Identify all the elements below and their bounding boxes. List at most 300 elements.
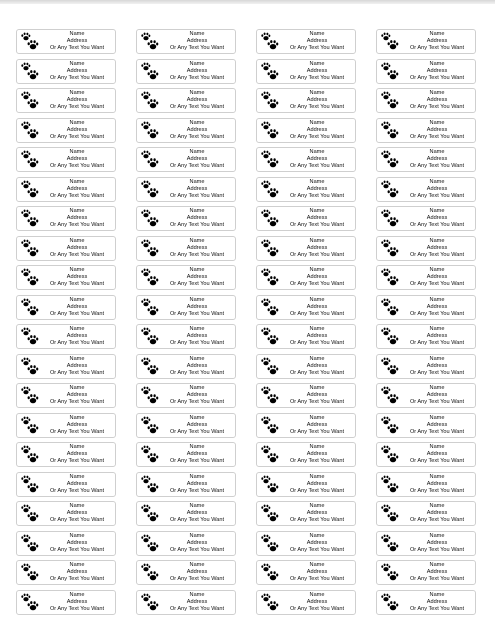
label-address-line: Address xyxy=(186,333,208,339)
label-custom-text-line: Or Any Text You Want xyxy=(169,222,225,228)
label-name-line: Name xyxy=(429,474,445,480)
label-text xyxy=(281,444,353,465)
label-address-line: Address xyxy=(426,451,448,457)
address-label xyxy=(136,295,236,320)
label-custom-text-line: Or Any Text You Want xyxy=(289,252,345,258)
paw-prints-icon xyxy=(140,504,160,524)
paw-prints-icon xyxy=(140,209,160,229)
label-custom-text-line: Or Any Text You Want xyxy=(49,458,105,464)
label-custom-text-line: Or Any Text You Want xyxy=(169,458,225,464)
label-custom-text-line: Or Any Text You Want xyxy=(169,488,225,494)
label-name-line: Name xyxy=(429,90,445,96)
label-text xyxy=(41,562,113,583)
label-text xyxy=(41,208,113,229)
address-label xyxy=(16,501,116,526)
label-name-line: Name xyxy=(309,444,325,450)
paw-prints-icon xyxy=(20,593,40,613)
address-label xyxy=(136,118,236,143)
paw-prints-icon xyxy=(380,91,400,111)
address-label xyxy=(376,147,476,172)
label-name-line: Name xyxy=(309,267,325,273)
label-address-line: Address xyxy=(306,186,328,192)
label-text xyxy=(401,208,473,229)
label-text xyxy=(401,179,473,200)
label-name-line: Name xyxy=(189,356,205,362)
label-name-line: Name xyxy=(309,179,325,185)
label-custom-text-line: Or Any Text You Want xyxy=(169,340,225,346)
paw-prints-icon xyxy=(20,298,40,318)
label-text xyxy=(41,179,113,200)
paw-prints-icon xyxy=(260,416,280,436)
label-text xyxy=(161,208,233,229)
label-text xyxy=(41,149,113,170)
label-address-line: Address xyxy=(426,540,448,546)
paw-prints-icon xyxy=(260,386,280,406)
label-name-line: Name xyxy=(189,238,205,244)
address-label xyxy=(16,413,116,438)
address-label xyxy=(256,206,356,231)
paw-prints-icon xyxy=(260,32,280,52)
label-custom-text-line: Or Any Text You Want xyxy=(49,547,105,553)
label-custom-text-line: Or Any Text You Want xyxy=(289,429,345,435)
label-address-line: Address xyxy=(66,68,88,74)
label-text xyxy=(41,592,113,613)
label-name-line: Name xyxy=(189,592,205,598)
label-text xyxy=(401,149,473,170)
address-label xyxy=(16,442,116,467)
label-address-line: Address xyxy=(186,38,208,44)
label-address-line: Address xyxy=(426,156,448,162)
label-address-line: Address xyxy=(66,333,88,339)
paw-prints-icon xyxy=(380,121,400,141)
label-text xyxy=(161,238,233,259)
label-text xyxy=(161,31,233,52)
address-label xyxy=(376,236,476,261)
label-custom-text-line: Or Any Text You Want xyxy=(169,547,225,553)
address-label xyxy=(16,118,116,143)
label-text xyxy=(401,533,473,554)
label-custom-text-line: Or Any Text You Want xyxy=(289,193,345,199)
label-custom-text-line: Or Any Text You Want xyxy=(409,340,465,346)
paw-prints-icon xyxy=(20,327,40,347)
label-name-line: Name xyxy=(69,562,85,568)
label-address-line: Address xyxy=(426,510,448,516)
paw-prints-icon xyxy=(380,180,400,200)
label-text xyxy=(41,326,113,347)
label-text xyxy=(161,267,233,288)
paw-prints-icon xyxy=(20,563,40,583)
label-name-line: Name xyxy=(69,415,85,421)
label-custom-text-line: Or Any Text You Want xyxy=(409,547,465,553)
label-name-line: Name xyxy=(189,444,205,450)
address-label xyxy=(136,413,236,438)
label-name-line: Name xyxy=(189,415,205,421)
label-name-line: Name xyxy=(69,326,85,332)
paw-prints-icon xyxy=(380,504,400,524)
label-name-line: Name xyxy=(309,326,325,332)
label-text xyxy=(281,179,353,200)
label-address-line: Address xyxy=(306,363,328,369)
paw-prints-icon xyxy=(20,268,40,288)
label-custom-text-line: Or Any Text You Want xyxy=(409,458,465,464)
address-label xyxy=(376,560,476,585)
address-label xyxy=(256,118,356,143)
label-name-line: Name xyxy=(309,592,325,598)
address-label xyxy=(136,29,236,54)
paw-prints-icon xyxy=(140,475,160,495)
label-name-line: Name xyxy=(189,533,205,539)
label-text xyxy=(281,326,353,347)
label-name-line: Name xyxy=(189,326,205,332)
label-custom-text-line: Or Any Text You Want xyxy=(49,134,105,140)
label-text xyxy=(281,415,353,436)
label-address-line: Address xyxy=(186,274,208,280)
label-address-line: Address xyxy=(306,451,328,457)
paw-prints-icon xyxy=(260,239,280,259)
label-name-line: Name xyxy=(309,385,325,391)
label-address-line: Address xyxy=(306,599,328,605)
label-text xyxy=(41,503,113,524)
label-name-line: Name xyxy=(429,179,445,185)
label-name-line: Name xyxy=(189,385,205,391)
label-custom-text-line: Or Any Text You Want xyxy=(289,606,345,612)
paw-prints-icon xyxy=(20,209,40,229)
label-address-line: Address xyxy=(426,599,448,605)
label-name-line: Name xyxy=(429,385,445,391)
label-custom-text-line: Or Any Text You Want xyxy=(289,399,345,405)
label-address-line: Address xyxy=(186,97,208,103)
paw-prints-icon xyxy=(140,268,160,288)
paw-prints-icon xyxy=(20,180,40,200)
label-name-line: Name xyxy=(189,474,205,480)
label-name-line: Name xyxy=(69,149,85,155)
label-name-line: Name xyxy=(69,356,85,362)
paw-prints-icon xyxy=(20,121,40,141)
label-name-line: Name xyxy=(309,533,325,539)
label-custom-text-line: Or Any Text You Want xyxy=(169,429,225,435)
label-address-line: Address xyxy=(426,363,448,369)
label-text xyxy=(401,444,473,465)
label-address-line: Address xyxy=(66,38,88,44)
label-name-line: Name xyxy=(189,562,205,568)
label-name-line: Name xyxy=(69,120,85,126)
label-name-line: Name xyxy=(429,61,445,67)
label-custom-text-line: Or Any Text You Want xyxy=(289,45,345,51)
label-custom-text-line: Or Any Text You Want xyxy=(169,399,225,405)
label-text xyxy=(41,297,113,318)
label-text xyxy=(281,149,353,170)
label-custom-text-line: Or Any Text You Want xyxy=(409,370,465,376)
label-name-line: Name xyxy=(309,90,325,96)
label-address-line: Address xyxy=(66,599,88,605)
label-address-line: Address xyxy=(306,274,328,280)
paw-prints-icon xyxy=(20,91,40,111)
sheet-top-edge xyxy=(0,0,495,4)
label-address-line: Address xyxy=(426,274,448,280)
paw-prints-icon xyxy=(380,150,400,170)
label-name-line: Name xyxy=(309,120,325,126)
label-custom-text-line: Or Any Text You Want xyxy=(289,547,345,553)
label-address-line: Address xyxy=(426,68,448,74)
address-label xyxy=(136,442,236,467)
address-label xyxy=(376,590,476,615)
address-label xyxy=(256,236,356,261)
label-custom-text-line: Or Any Text You Want xyxy=(49,45,105,51)
label-address-line: Address xyxy=(306,333,328,339)
label-text xyxy=(281,385,353,406)
address-label xyxy=(256,472,356,497)
paw-prints-icon xyxy=(260,327,280,347)
label-text xyxy=(401,415,473,436)
paw-prints-icon xyxy=(20,504,40,524)
label-custom-text-line: Or Any Text You Want xyxy=(49,252,105,258)
label-address-line: Address xyxy=(426,392,448,398)
address-label xyxy=(136,236,236,261)
label-text xyxy=(41,474,113,495)
label-address-line: Address xyxy=(306,127,328,133)
label-address-line: Address xyxy=(66,481,88,487)
label-address-line: Address xyxy=(306,510,328,516)
label-address-line: Address xyxy=(66,215,88,221)
label-name-line: Name xyxy=(189,149,205,155)
paw-prints-icon xyxy=(380,357,400,377)
label-name-line: Name xyxy=(69,238,85,244)
label-address-line: Address xyxy=(306,422,328,428)
paw-prints-icon xyxy=(380,327,400,347)
label-address-line: Address xyxy=(306,215,328,221)
label-custom-text-line: Or Any Text You Want xyxy=(169,75,225,81)
paw-prints-icon xyxy=(20,475,40,495)
label-address-line: Address xyxy=(66,540,88,546)
paw-prints-icon xyxy=(140,62,160,82)
label-text xyxy=(161,326,233,347)
paw-prints-icon xyxy=(260,593,280,613)
label-name-line: Name xyxy=(309,415,325,421)
label-text xyxy=(161,385,233,406)
label-custom-text-line: Or Any Text You Want xyxy=(169,163,225,169)
address-label xyxy=(136,324,236,349)
paw-prints-icon xyxy=(380,209,400,229)
label-text xyxy=(281,208,353,229)
label-custom-text-line: Or Any Text You Want xyxy=(169,281,225,287)
label-text xyxy=(281,297,353,318)
paw-prints-icon xyxy=(140,327,160,347)
address-label xyxy=(16,531,116,556)
label-address-line: Address xyxy=(426,215,448,221)
label-custom-text-line: Or Any Text You Want xyxy=(409,399,465,405)
label-name-line: Name xyxy=(189,208,205,214)
label-text xyxy=(41,356,113,377)
label-address-line: Address xyxy=(426,97,448,103)
address-label xyxy=(16,354,116,379)
label-custom-text-line: Or Any Text You Want xyxy=(409,222,465,228)
label-custom-text-line: Or Any Text You Want xyxy=(409,163,465,169)
label-name-line: Name xyxy=(189,267,205,273)
label-custom-text-line: Or Any Text You Want xyxy=(169,45,225,51)
label-name-line: Name xyxy=(429,356,445,362)
address-label xyxy=(376,413,476,438)
label-address-line: Address xyxy=(186,186,208,192)
paw-prints-icon xyxy=(260,180,280,200)
label-address-line: Address xyxy=(186,422,208,428)
label-custom-text-line: Or Any Text You Want xyxy=(409,576,465,582)
paw-prints-icon xyxy=(20,534,40,554)
label-address-line: Address xyxy=(306,68,328,74)
label-address-line: Address xyxy=(186,540,208,546)
label-text xyxy=(161,149,233,170)
address-label xyxy=(376,442,476,467)
label-text xyxy=(41,385,113,406)
label-name-line: Name xyxy=(309,61,325,67)
label-address-line: Address xyxy=(66,510,88,516)
label-custom-text-line: Or Any Text You Want xyxy=(409,193,465,199)
label-address-line: Address xyxy=(186,569,208,575)
label-name-line: Name xyxy=(429,444,445,450)
paw-prints-icon xyxy=(20,416,40,436)
label-custom-text-line: Or Any Text You Want xyxy=(289,134,345,140)
label-address-line: Address xyxy=(186,363,208,369)
label-text xyxy=(281,474,353,495)
label-name-line: Name xyxy=(189,61,205,67)
paw-prints-icon xyxy=(380,386,400,406)
label-name-line: Name xyxy=(69,61,85,67)
address-label xyxy=(136,59,236,84)
label-custom-text-line: Or Any Text You Want xyxy=(169,134,225,140)
label-custom-text-line: Or Any Text You Want xyxy=(409,45,465,51)
label-text xyxy=(161,444,233,465)
address-label xyxy=(16,560,116,585)
label-custom-text-line: Or Any Text You Want xyxy=(169,576,225,582)
address-label xyxy=(376,206,476,231)
label-custom-text-line: Or Any Text You Want xyxy=(49,222,105,228)
label-address-line: Address xyxy=(426,127,448,133)
label-name-line: Name xyxy=(69,267,85,273)
label-address-line: Address xyxy=(306,245,328,251)
label-address-line: Address xyxy=(186,304,208,310)
label-text xyxy=(161,503,233,524)
paw-prints-icon xyxy=(380,239,400,259)
label-address-line: Address xyxy=(306,304,328,310)
label-text xyxy=(281,120,353,141)
label-text xyxy=(281,238,353,259)
address-label xyxy=(256,59,356,84)
label-custom-text-line: Or Any Text You Want xyxy=(169,370,225,376)
address-label xyxy=(256,354,356,379)
address-label xyxy=(16,590,116,615)
paw-prints-icon xyxy=(380,445,400,465)
paw-prints-icon xyxy=(140,239,160,259)
label-address-line: Address xyxy=(66,274,88,280)
label-text xyxy=(401,356,473,377)
label-name-line: Name xyxy=(429,149,445,155)
label-text xyxy=(161,415,233,436)
paw-prints-icon xyxy=(140,298,160,318)
address-label xyxy=(136,206,236,231)
label-address-line: Address xyxy=(306,540,328,546)
address-label xyxy=(256,29,356,54)
label-address-line: Address xyxy=(426,569,448,575)
label-address-line: Address xyxy=(186,451,208,457)
label-address-line: Address xyxy=(426,481,448,487)
address-label xyxy=(376,324,476,349)
paw-prints-icon xyxy=(140,121,160,141)
address-label xyxy=(376,501,476,526)
address-label xyxy=(376,295,476,320)
label-name-line: Name xyxy=(429,267,445,273)
paw-prints-icon xyxy=(260,121,280,141)
address-label xyxy=(16,324,116,349)
label-text xyxy=(401,238,473,259)
label-address-line: Address xyxy=(186,510,208,516)
address-label xyxy=(256,442,356,467)
label-custom-text-line: Or Any Text You Want xyxy=(49,340,105,346)
address-label xyxy=(136,472,236,497)
label-address-line: Address xyxy=(186,392,208,398)
address-label xyxy=(16,472,116,497)
label-name-line: Name xyxy=(429,208,445,214)
label-name-line: Name xyxy=(309,356,325,362)
label-text xyxy=(161,179,233,200)
label-address-line: Address xyxy=(426,186,448,192)
paw-prints-icon xyxy=(260,475,280,495)
label-text xyxy=(41,120,113,141)
label-address-line: Address xyxy=(306,97,328,103)
label-custom-text-line: Or Any Text You Want xyxy=(409,104,465,110)
label-text xyxy=(281,90,353,111)
address-label xyxy=(376,265,476,290)
label-custom-text-line: Or Any Text You Want xyxy=(409,252,465,258)
paw-prints-icon xyxy=(260,504,280,524)
label-text xyxy=(281,592,353,613)
label-text xyxy=(401,385,473,406)
label-text xyxy=(41,90,113,111)
label-text xyxy=(401,503,473,524)
address-label xyxy=(136,501,236,526)
address-label xyxy=(376,118,476,143)
paw-prints-icon xyxy=(380,475,400,495)
label-text xyxy=(161,592,233,613)
label-name-line: Name xyxy=(429,31,445,37)
label-address-line: Address xyxy=(426,304,448,310)
label-custom-text-line: Or Any Text You Want xyxy=(289,340,345,346)
label-address-line: Address xyxy=(186,156,208,162)
label-name-line: Name xyxy=(69,90,85,96)
label-custom-text-line: Or Any Text You Want xyxy=(49,75,105,81)
paw-prints-icon xyxy=(20,445,40,465)
label-custom-text-line: Or Any Text You Want xyxy=(49,163,105,169)
address-label xyxy=(16,265,116,290)
label-name-line: Name xyxy=(189,90,205,96)
paw-prints-icon xyxy=(260,445,280,465)
paw-prints-icon xyxy=(140,150,160,170)
label-custom-text-line: Or Any Text You Want xyxy=(169,104,225,110)
label-custom-text-line: Or Any Text You Want xyxy=(409,429,465,435)
label-name-line: Name xyxy=(429,503,445,509)
address-label xyxy=(16,59,116,84)
label-name-line: Name xyxy=(429,562,445,568)
label-text xyxy=(281,562,353,583)
label-text xyxy=(41,415,113,436)
address-label xyxy=(376,383,476,408)
label-name-line: Name xyxy=(429,326,445,332)
label-name-line: Name xyxy=(189,297,205,303)
label-custom-text-line: Or Any Text You Want xyxy=(49,488,105,494)
label-text xyxy=(41,267,113,288)
label-custom-text-line: Or Any Text You Want xyxy=(49,193,105,199)
paw-prints-icon xyxy=(380,268,400,288)
label-address-line: Address xyxy=(66,156,88,162)
label-address-line: Address xyxy=(66,245,88,251)
